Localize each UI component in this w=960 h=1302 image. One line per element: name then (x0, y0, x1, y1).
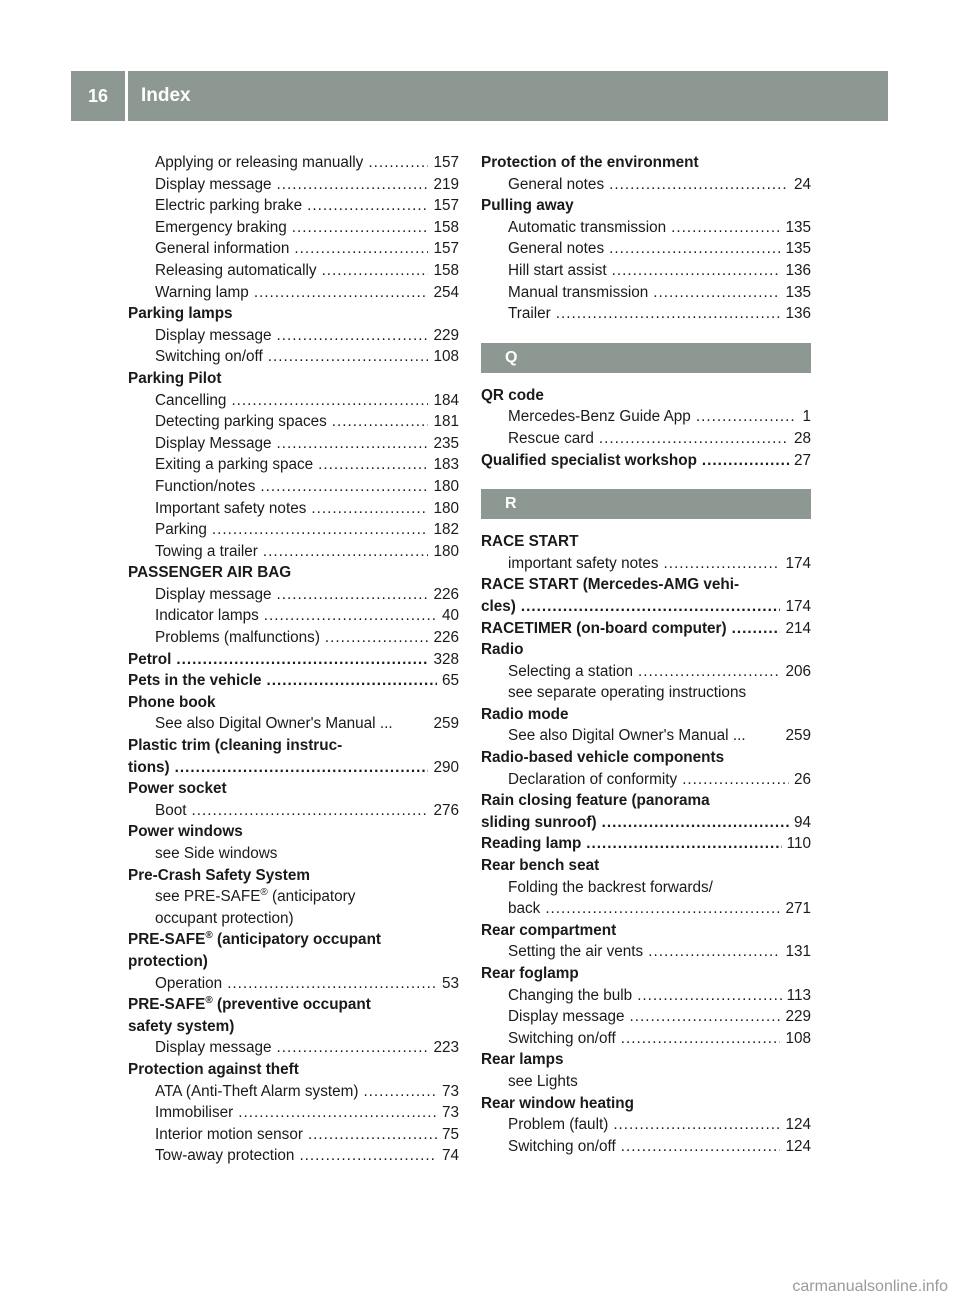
page-reference: 180 (433, 477, 459, 495)
dot-leader (308, 1124, 437, 1146)
index-entry (481, 195, 811, 217)
entry-text: PRE-SAFE® (anticipatory occupant (128, 930, 382, 949)
entry-text: see PRE-SAFE® (anticipatory (155, 887, 356, 906)
dot-leader (276, 325, 428, 347)
entry-text: QR code (481, 386, 544, 404)
dot-leader (238, 1102, 437, 1124)
page-reference: 74 (441, 1147, 459, 1165)
index-subentry (481, 1114, 811, 1136)
index-column-right (481, 152, 811, 1157)
entry-text: Folding the backrest forwards/ (508, 878, 713, 896)
index-subentry (128, 1145, 459, 1167)
page-header (71, 71, 888, 121)
entry-text: Pulling away (481, 197, 574, 215)
entry-text: Immobiliser (155, 1104, 234, 1122)
index-entry (481, 855, 811, 877)
index-subentry (481, 553, 811, 575)
index-entry (128, 929, 459, 951)
entry-text: Function/notes (155, 477, 256, 495)
entry-text: Display Message (155, 434, 272, 452)
index-subentry (128, 411, 459, 433)
page-reference: 180 (433, 542, 459, 560)
page-reference: 124 (785, 1116, 811, 1134)
index-subentry (481, 217, 811, 239)
index-entry (481, 618, 811, 640)
header-divider (125, 71, 128, 121)
page-reference: 158 (433, 218, 459, 236)
page-reference: 65 (441, 672, 459, 690)
dot-leader (609, 238, 780, 260)
dot-leader (629, 1006, 780, 1028)
entry-text: Power windows (128, 823, 243, 841)
page-reference: 229 (433, 326, 459, 344)
index-subentry (128, 195, 459, 217)
page-reference: 206 (785, 662, 811, 680)
page-reference: 259 (785, 727, 811, 745)
index-subentry (481, 260, 811, 282)
page-reference: 259 (433, 715, 459, 733)
index-letter-heading: R (481, 489, 811, 519)
page-reference: 26 (793, 770, 811, 788)
entry-text: Boot (155, 801, 187, 819)
index-entry (481, 704, 811, 726)
entry-text: Detecting parking spaces (155, 413, 327, 431)
index-subentry (128, 282, 459, 304)
entry-text: Warning lamp (155, 283, 249, 301)
entry-text: Tow-away protection (155, 1147, 295, 1165)
page-reference: 181 (433, 413, 459, 431)
page-reference: 184 (433, 391, 459, 409)
page-reference: 214 (785, 619, 811, 637)
index-entry (128, 368, 459, 390)
index-subentry (128, 325, 459, 347)
entry-text: safety system) (128, 1017, 235, 1035)
page-reference: 24 (793, 175, 811, 193)
index-entry (481, 920, 811, 942)
entry-text: See also Digital Owner's Manual ... (508, 727, 746, 745)
dot-leader (260, 476, 428, 498)
entry-text: RACETIMER (on-board computer) (481, 619, 727, 637)
page-reference: 136 (785, 261, 811, 279)
entry-text: ATA (Anti-Theft Alarm system) (155, 1082, 359, 1100)
dot-leader (609, 174, 789, 196)
entry-text: occupant protection) (155, 909, 294, 927)
entry-text: Qualified specialist workshop (481, 451, 697, 469)
entry-text: Power socket (128, 780, 227, 798)
entry-text: PASSENGER AIR BAG (128, 564, 292, 582)
entry-text: Plastic trim (cleaning instruc- (128, 737, 343, 755)
page-reference: 182 (433, 521, 459, 539)
index-subentry (481, 1071, 811, 1093)
entry-text: PRE-SAFE® (preventive occupant (128, 995, 371, 1014)
dot-leader (212, 519, 429, 541)
entry-text: Radio mode (481, 705, 569, 723)
dot-leader (332, 411, 429, 433)
page-reference: 271 (785, 900, 811, 918)
index-entry (128, 821, 459, 843)
index-subentry (481, 1006, 811, 1028)
entry-text: Problems (malfunctions) (155, 629, 320, 647)
index-subentry (128, 627, 459, 649)
entry-text: Rear bench seat (481, 857, 600, 875)
entry-text: Electric parking brake (155, 197, 303, 215)
index-subentry (128, 886, 459, 908)
index-subentry (481, 428, 811, 450)
index-entry (481, 812, 811, 834)
page-reference: 226 (433, 629, 459, 647)
page-reference: 157 (433, 240, 459, 258)
index-subentry (128, 454, 459, 476)
dot-leader (294, 238, 428, 260)
index-entry (128, 951, 459, 973)
index-entry (128, 1059, 459, 1081)
dot-leader (363, 1081, 437, 1103)
entry-text: see separate operating instructions (508, 684, 747, 702)
dot-leader (227, 973, 437, 995)
entry-text: Manual transmission (508, 283, 649, 301)
index-subentry (128, 1124, 459, 1146)
index-entry (128, 692, 459, 714)
entry-text: back (508, 900, 541, 918)
index-entry (128, 1016, 459, 1038)
index-subentry (128, 605, 459, 627)
dot-leader (556, 303, 781, 325)
entry-text: Display message (155, 175, 272, 193)
dot-leader (586, 833, 781, 855)
page-reference: 158 (433, 261, 459, 279)
entry-text: Parking Pilot (128, 369, 222, 387)
index-subentry (128, 519, 459, 541)
entry-text: Petrol (128, 650, 172, 668)
dot-leader (664, 553, 781, 575)
index-subentry (481, 1136, 811, 1158)
index-subentry (481, 238, 811, 260)
entry-text: Important safety notes (155, 499, 307, 517)
dot-leader (602, 812, 789, 834)
page-reference: 40 (441, 607, 459, 625)
page-reference: 290 (433, 758, 459, 776)
dot-leader (299, 1145, 437, 1167)
entry-text: Rescue card (508, 429, 594, 447)
index-subentry (128, 390, 459, 412)
entry-text: protection) (128, 952, 208, 970)
index-subentry (481, 282, 811, 304)
page-reference: 157 (433, 197, 459, 215)
index-subentry (481, 661, 811, 683)
index-subentry (128, 973, 459, 995)
page-reference: 254 (433, 283, 459, 301)
index-subentry (128, 152, 459, 174)
page-reference: 328 (433, 650, 459, 668)
dot-leader (638, 661, 780, 683)
index-subentry (128, 476, 459, 498)
index-entry (481, 152, 811, 174)
index-subentry (481, 985, 811, 1007)
page-reference: 135 (785, 218, 811, 236)
page-reference: 219 (433, 175, 459, 193)
entry-text: Display message (508, 1008, 625, 1026)
index-entry (481, 790, 811, 812)
page-reference: 229 (785, 1008, 811, 1026)
index-subentry (481, 725, 811, 747)
entry-text: Rain closing feature (panorama (481, 792, 710, 810)
page-reference: 108 (433, 348, 459, 366)
entry-text: General information (155, 240, 290, 258)
index-subentry (128, 908, 459, 930)
entry-text: Pets in the vehicle (128, 672, 262, 690)
entry-text: Switching on/off (508, 1137, 616, 1155)
entry-text: Switching on/off (155, 348, 263, 366)
dot-leader (613, 1114, 780, 1136)
index-entry (481, 1093, 811, 1115)
section-title: Index (141, 85, 191, 106)
dot-leader (621, 1028, 781, 1050)
index-subentry (481, 877, 811, 899)
page-reference: 73 (441, 1104, 459, 1122)
index-subentry (128, 346, 459, 368)
entry-text: see Side windows (155, 845, 278, 862)
dot-leader (276, 1037, 428, 1059)
page-reference: 226 (433, 585, 459, 603)
entry-text: Switching on/off (508, 1029, 616, 1047)
index-subentry (128, 174, 459, 196)
entry-text: Selecting a station (508, 662, 634, 680)
page-reference: 110 (786, 835, 811, 853)
entry-text: Setting the air vents (508, 943, 644, 961)
entry-text: Display message (155, 1039, 272, 1057)
index-subentry (481, 769, 811, 791)
entry-text: see Lights (508, 1072, 578, 1090)
entry-text: General notes (508, 240, 605, 258)
index-subentry (128, 1102, 459, 1124)
entry-text: Display message (155, 326, 272, 344)
entry-text: Automatic transmission (508, 218, 667, 236)
index-entry (128, 303, 459, 325)
index-entry (481, 747, 811, 769)
dot-leader (671, 217, 780, 239)
entry-text: Changing the bulb (508, 986, 633, 1004)
index-subentry (128, 541, 459, 563)
entry-text: Parking (155, 521, 207, 539)
index-subentry (128, 217, 459, 239)
dot-leader (175, 757, 429, 779)
dot-leader (191, 800, 428, 822)
index-subentry (481, 174, 811, 196)
dot-leader (264, 605, 437, 627)
entry-text: Declaration of conformity (508, 770, 678, 788)
entry-text: Protection against theft (128, 1060, 299, 1078)
entry-text: Releasing automatically (155, 261, 317, 279)
dot-leader (648, 941, 780, 963)
index-entry (128, 778, 459, 800)
index-subentry (128, 1081, 459, 1103)
index-entry (481, 833, 811, 855)
page-reference: 235 (433, 434, 459, 452)
index-entry (481, 574, 811, 596)
dot-leader (276, 584, 428, 606)
index-subentry (128, 584, 459, 606)
index-subentry (128, 843, 459, 865)
dot-leader (696, 406, 798, 428)
index-entry (481, 531, 811, 553)
index-entry (128, 562, 459, 584)
entry-text: Applying or releasing manually (155, 154, 364, 171)
page-reference: 113 (786, 986, 811, 1004)
index-subentry (481, 682, 811, 704)
index-entry (128, 757, 459, 779)
dot-leader (311, 498, 428, 520)
dot-leader (276, 174, 428, 196)
dot-leader (368, 152, 428, 174)
entry-text: Parking lamps (128, 305, 233, 323)
entry-text: Mercedes-Benz Guide App (508, 408, 691, 426)
entry-text: General notes (508, 175, 605, 193)
dot-leader (307, 195, 428, 217)
index-subentry (481, 303, 811, 325)
index-entry (481, 1049, 811, 1071)
entry-text: Display message (155, 585, 272, 603)
index-subentry (481, 406, 811, 428)
index-entry (128, 735, 459, 757)
dot-leader (612, 260, 781, 282)
dot-leader (276, 433, 428, 455)
index-entry (481, 639, 811, 661)
dot-leader (637, 985, 781, 1007)
index-subentry (481, 941, 811, 963)
index-subentry (481, 898, 811, 920)
page-reference: 174 (785, 597, 811, 615)
entry-text: Rear window heating (481, 1094, 634, 1112)
index-entry (128, 865, 459, 887)
index-subentry (128, 800, 459, 822)
dot-leader (732, 618, 781, 640)
entry-text: Problem (fault) (508, 1116, 609, 1134)
index-subentry (128, 498, 459, 520)
page-reference: 183 (433, 456, 459, 474)
page-reference: 75 (441, 1125, 459, 1143)
dot-leader (599, 428, 789, 450)
entry-text: Indicator lamps (155, 607, 259, 625)
entry-text: Towing a trailer (155, 542, 258, 560)
entry-text: Emergency braking (155, 218, 287, 236)
index-subentry (128, 1037, 459, 1059)
entry-text: RACE START (481, 533, 579, 551)
page-reference: 108 (785, 1029, 811, 1047)
page-reference: 124 (785, 1137, 811, 1155)
entry-text: Pre-Crash Safety System (128, 866, 310, 884)
entry-text: Rear lamps (481, 1051, 564, 1069)
dot-leader (322, 260, 429, 282)
index-subentry (128, 260, 459, 282)
dot-leader (263, 541, 429, 563)
entry-text: Reading lamp (481, 835, 582, 853)
entry-text: important safety notes (508, 554, 659, 572)
index-entry (481, 450, 811, 472)
dot-leader (521, 596, 781, 618)
dot-leader (231, 390, 428, 412)
page-reference: 27 (793, 451, 811, 469)
page-number: 16 (87, 85, 109, 106)
entry-text: Interior motion sensor (155, 1125, 303, 1143)
page-reference: 1 (802, 408, 811, 426)
page-reference: 174 (785, 554, 811, 572)
index-entry (481, 963, 811, 985)
index-entry (128, 649, 459, 671)
entry-text: Protection of the environment (481, 154, 699, 171)
page-reference: 136 (785, 305, 811, 323)
page-reference: 180 (433, 499, 459, 517)
dot-leader (545, 898, 780, 920)
entry-text: Hill start assist (508, 261, 607, 279)
dot-leader (268, 346, 429, 368)
index-letter-heading: Q (481, 343, 811, 373)
page-reference: 131 (785, 943, 811, 961)
dot-leader (292, 217, 429, 239)
dot-leader (254, 282, 429, 304)
entry-text: Operation (155, 974, 223, 992)
entry-text: RACE START (Mercedes-AMG vehi- (481, 576, 740, 594)
page-reference: 94 (793, 813, 811, 831)
entry-text: Radio (481, 641, 524, 659)
dot-leader (176, 649, 428, 671)
entry-text: Cancelling (155, 391, 227, 409)
index-column-left (128, 152, 459, 1167)
index-subentry (128, 433, 459, 455)
page-reference: 135 (785, 283, 811, 301)
index-entry (481, 596, 811, 618)
index-entry (128, 994, 459, 1016)
entry-text: cles) (481, 597, 516, 615)
entry-text: See also Digital Owner's Manual ... (155, 715, 393, 733)
dot-leader (325, 627, 429, 649)
page-reference: 73 (441, 1082, 459, 1100)
page-reference: 135 (785, 240, 811, 258)
index-subentry (128, 713, 459, 735)
entry-text: Phone book (128, 693, 216, 711)
index-entry (128, 670, 459, 692)
index-entry (481, 385, 811, 407)
index-subentry (128, 238, 459, 260)
entry-text: sliding sunroof) (481, 813, 597, 831)
page-reference: 157 (433, 154, 459, 171)
page-reference: 276 (433, 801, 459, 819)
dot-leader (682, 769, 789, 791)
page-reference: 28 (793, 429, 811, 447)
dot-leader (702, 450, 789, 472)
index-subentry (481, 1028, 811, 1050)
dot-leader (266, 670, 437, 692)
dot-leader (318, 454, 428, 476)
page-reference: 223 (433, 1039, 459, 1057)
watermark: carmanualsonline.info (792, 1278, 948, 1295)
entry-text: Rear foglamp (481, 965, 579, 982)
entry-text: Radio-based vehicle components (481, 749, 725, 767)
entry-text: Exiting a parking space (155, 456, 314, 474)
page-reference: 53 (441, 974, 459, 992)
dot-leader (621, 1136, 781, 1158)
entry-text: Trailer (508, 305, 551, 323)
dot-leader (653, 282, 780, 304)
entry-text: Rear compartment (481, 921, 617, 939)
entry-text: tions) (128, 758, 170, 776)
